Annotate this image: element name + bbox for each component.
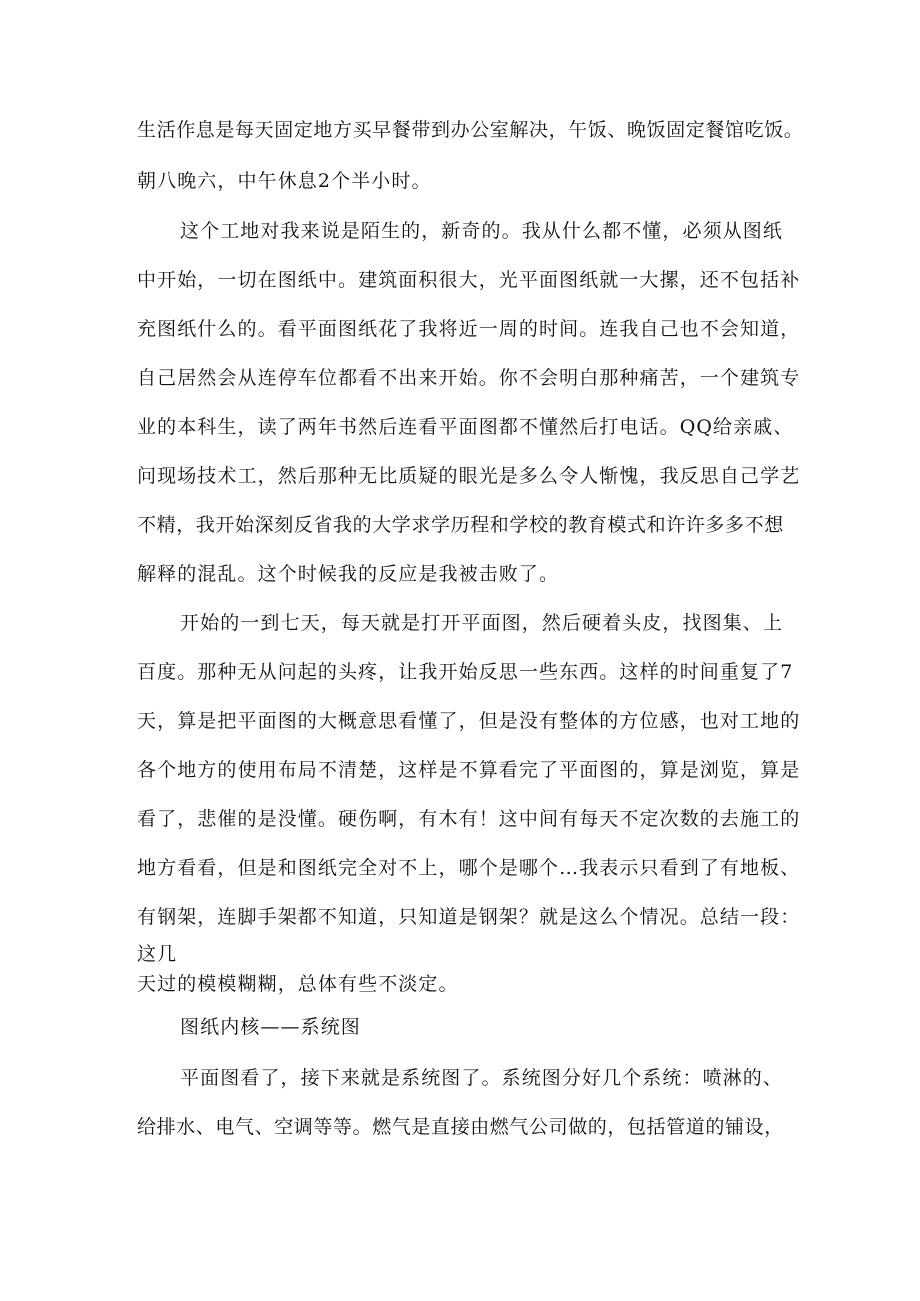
section-heading: 图纸内核——系统图 [180, 1016, 361, 1038]
text-line: 给排水、电气、空调等等。燃气是直接由燃气公司做的，包括管道的铺设， [137, 1116, 784, 1138]
text-line: 不精，我开始深刻反省我的大学求学历程和学校的教育模式和许许多多不想 [137, 514, 784, 536]
text-line: 充图纸什么的。看平面图纸花了我将近一周的时间。连我自己也不会知道， [137, 318, 801, 340]
text-line: 有钢架，连脚手架都不知道，只知道是钢架？就是这么个情况。总结一段： [137, 906, 801, 928]
text-line: 业的本科生，读了两年书然后连看平面图都不懂然后打电话。QQ给亲戚、 [137, 416, 794, 438]
text-line: 问现场技术工，然后那种无比质疑的眼光是多么令人惭愧，我反思自己学艺 [137, 465, 801, 487]
text-line: 地方看看，但是和图纸完全对不上，哪个是哪个…我表示只看到了有地板、 [137, 857, 801, 879]
text-line: 看了，悲催的是没懂。硬伤啊，有木有！这中间有每天不定次数的去施工的 [137, 808, 801, 830]
text-line: 这几 [137, 943, 178, 965]
text-line: 中开始，一切在图纸中。建筑面积很大，光平面图纸就一大摞，还不包括补 [137, 269, 801, 291]
text-line: 天过的模模糊糊，总体有些不淡定。 [137, 973, 459, 995]
paragraph-start-line: 平面图看了，接下来就是系统图了。系统图分好几个系统：喷淋的、 [180, 1067, 784, 1089]
text-line: 生活作息是每天固定地方买早餐带到办公室解决，午饭、晚饭固定餐馆吃饭。 [137, 119, 804, 141]
text-line: 百度。那种无从问起的头疼，让我开始反思一些东西。这样的时间重复了7 [137, 661, 794, 683]
text-line: 自己居然会从连停车位都看不出来开始。你不会明白那种痛苦，一个建筑专 [137, 367, 801, 389]
text-line: 天，算是把平面图的大概意思看懂了，但是没有整体的方位感，也对工地的 [137, 710, 801, 732]
paragraph-start-line: 开始的一到七天，每天就是打开平面图，然后硬着头皮，找图集、上 [180, 612, 784, 634]
paragraph-start-line: 这个工地对我来说是陌生的，新奇的。我从什么都不懂，必须从图纸 [180, 220, 784, 242]
text-line: 各个地方的使用布局不清楚，这样是不算看完了平面图的，算是浏览，算是 [137, 759, 801, 781]
text-line: 解释的混乱。这个时候我的反应是我被击败了。 [137, 563, 560, 585]
text-line: 朝八晚六，中午休息2个半小时。 [137, 170, 432, 192]
